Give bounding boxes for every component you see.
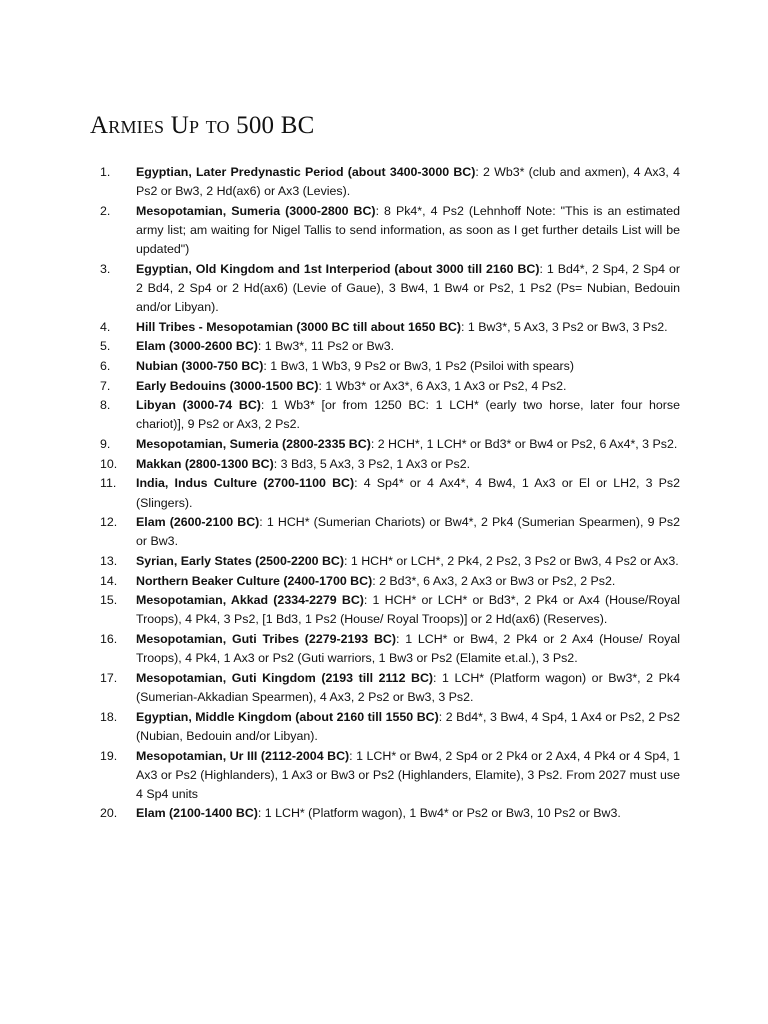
army-composition: : 1 LCH* or Bw4, 2 Sp4 or 2 Pk4 or 2 Ax4, 4 Pk4 or 4 Sp4, 1 Ax3 or Ps2 (Highlanders), 1 Ax3 or Bw3 or Ps2 (Highlanders, Elamite), 3 Ps2. From 2027 must use 4 Sp4 units [136, 748, 680, 801]
army-composition: : 2 Bd3*, 6 Ax3, 2 Ax3 or Bw3 or Ps2, 2 Ps2. [372, 573, 616, 588]
list-item-number: 15. [100, 593, 118, 608]
list-item-number: 9. [100, 437, 111, 452]
list-item-number: 3. [100, 261, 111, 276]
army-list-item [0, 202, 768, 259]
page-title: Armies Up to 500 BC [90, 112, 315, 139]
army-list-item [0, 804, 768, 823]
list-item-number: 7. [100, 378, 111, 393]
army-composition: : 1 Bw3, 1 Wb3, 9 Ps2 or Bw3, 1 Ps2 (Psiloi with spears) [263, 358, 574, 373]
list-item-text [136, 474, 680, 512]
army-name: Mesopotamian, Akkad (2334-2279 BC) [136, 593, 364, 608]
list-item-text [136, 455, 680, 474]
army-composition: : 4 Sp4* or 4 Ax4*, 4 Bw4, 1 Ax3 or El or LH2, 3 Ps2 (Slingers). [136, 476, 680, 510]
army-list-item [0, 260, 768, 317]
list-item-text [136, 377, 680, 396]
army-composition: : 2 Wb3* (club and axmen), 4 Ax3, 4 Ps2 or Bw3, 2 Hd(ax6) or Ax3 (Levies). [136, 165, 680, 199]
list-item-text [136, 202, 680, 259]
army-name: Mesopotamian, Guti Kingdom (2193 till 2112 BC) [136, 670, 434, 685]
army-composition: : 8 Pk4*, 4 Ps2 (Lehnhoff Note: "This is an estimated army list; am waiting for Nigel Tallis to send information, as soon as I get further details List will be updated") [136, 203, 680, 256]
army-list-item [0, 357, 768, 376]
army-name: Mesopotamian, Guti Tribes (2279-2193 BC) [136, 632, 396, 647]
army-name: Mesopotamian, Sumeria (3000-2800 BC) [136, 203, 376, 218]
army-composition: : 1 Bd4*, 2 Sp4, 2 Sp4 or 2 Bd4, 2 Sp4 or 2 Hd(ax6) (Levie of Gaue), 3 Bw4, 1 Bw4 or Ps2, 1 Ps2 (Ps= Nubian, Bedouin and/or Libyan). [136, 261, 681, 314]
army-name: Mesopotamian, Sumeria (2800-2335 BC) [136, 437, 371, 452]
army-name: Northern Beaker Culture (2400-1700 BC) [136, 573, 373, 588]
army-name: Egyptian, Old Kingdom and 1st Interperiod (about 3000 till 2160 BC) [136, 261, 540, 276]
army-name: Early Bedouins (3000-1500 BC) [136, 378, 319, 393]
army-list-item [0, 337, 768, 356]
list-item-text [136, 513, 680, 551]
list-item-number: 16. [100, 632, 118, 647]
army-composition: : 1 HCH* (Sumerian Chariots) or Bw4*, 2 Pk4 (Sumerian Spearmen), 9 Ps2 or Bw3. [136, 515, 680, 549]
list-item-number: 6. [100, 358, 111, 373]
list-item-number: 2. [100, 203, 111, 218]
list-item-text [136, 318, 680, 337]
army-name: Syrian, Early States (2500-2200 BC) [136, 554, 344, 568]
list-item-text [136, 163, 680, 201]
army-list-item [0, 435, 768, 454]
army-list-item [0, 591, 768, 629]
army-composition: : 1 LCH* (Platform wagon) or Bw3*, 2 Pk4 (Sumerian-Akkadian Spearmen), 4 Ax3, 2 Ps2 or Bw3, 3 Ps2. [136, 670, 680, 705]
list-item-number: 17. [100, 670, 118, 685]
army-list-item [0, 513, 768, 551]
army-name: Elam (3000-2600 BC) [136, 339, 258, 354]
army-composition: : 1 Wb3* [or from 1250 BC: 1 LCH* (early two horse, later four horse chariot)], 9 Ps2 or Ax3, 2 Ps2. [136, 398, 680, 432]
list-item-text [136, 572, 680, 591]
army-list-item [0, 747, 768, 804]
army-composition: : 1 HCH* or LCH* or Bd3*, 2 Pk4 or Ax4 (House/Royal Troops), 4 Pk4, 3 Ps2, [1 Bd3, 1 Ps2 (House/ Royal Troops)] or 2 Hd(ax6) (Reserves). [136, 593, 681, 627]
army-name: Nubian (3000-750 BC) [136, 358, 264, 373]
army-list-item [0, 708, 768, 746]
list-item-text [136, 552, 680, 571]
list-item-text [136, 357, 680, 376]
army-composition: : 1 Bw3*, 5 Ax3, 3 Ps2 or Bw3, 3 Ps2. [460, 319, 668, 334]
army-list-item [0, 318, 768, 337]
list-item-text [136, 804, 680, 823]
list-item-number: 5. [100, 339, 111, 354]
list-item-text [136, 747, 680, 804]
army-list-item [0, 552, 768, 571]
list-item-number: 11. [100, 476, 117, 491]
army-list [0, 163, 768, 824]
army-name: India, Indus Culture (2700-1100 BC) [136, 476, 355, 491]
list-item-text [136, 337, 680, 356]
army-composition: : 3 Bd3, 5 Ax3, 3 Ps2, 1 Ax3 or Ps2. [273, 456, 471, 471]
army-list-item [0, 474, 768, 512]
army-name: Egyptian, Middle Kingdom (about 2160 till 1550 BC) [136, 709, 439, 724]
army-list-item [0, 669, 768, 707]
list-item-number: 4. [100, 319, 111, 334]
army-composition: : 1 Wb3* or Ax3*, 6 Ax3, 1 Ax3 or Ps2, 4 Ps2. [318, 378, 567, 393]
army-composition: : 2 HCH*, 1 LCH* or Bd3* or Bw4 or Ps2, 6 Ax4*, 3 Ps2. [370, 437, 678, 452]
army-composition: : 1 Bw3*, 11 Ps2 or Bw3. [257, 339, 395, 354]
list-item-number: 20. [100, 806, 118, 821]
army-list-item [0, 572, 768, 591]
list-item-text [136, 630, 680, 668]
list-item-text [136, 260, 680, 317]
army-name: Elam (2100-1400 BC) [136, 806, 258, 821]
list-item-number: 18. [100, 709, 118, 724]
army-list-item [0, 396, 768, 434]
list-item-text [136, 435, 680, 454]
list-item-number: 14. [100, 573, 118, 588]
list-item-number: 19. [100, 748, 118, 763]
army-name: Mesopotamian, Ur III (2112-2004 BC) [136, 748, 350, 763]
army-name: Egyptian, Later Predynastic Period (about 3400-3000 BC) [136, 165, 476, 179]
list-item-number: 13. [100, 554, 118, 568]
list-item-number: 12. [100, 515, 118, 530]
army-list-item [0, 630, 768, 668]
list-item-text [136, 591, 680, 629]
army-name: Makkan (2800-1300 BC) [136, 456, 274, 471]
army-name: Elam (2600-2100 BC) [136, 515, 260, 530]
army-composition: : 1 HCH* or LCH*, 2 Pk4, 2 Ps2, 3 Ps2 or Bw3, 4 Ps2 or Ax3. [344, 554, 679, 568]
list-item-number: 10. [100, 456, 118, 471]
army-list-item [0, 377, 768, 396]
army-name: Libyan (3000-74 BC) [136, 398, 261, 413]
list-item-number: 1. [100, 165, 111, 179]
list-item-text [136, 669, 680, 707]
list-item-text [136, 708, 680, 746]
army-name: Hill Tribes - Mesopotamian (3000 BC till about 1650 BC) [136, 319, 461, 334]
army-composition: : 1 LCH* or Bw4, 2 Pk4 or 2 Ax4 (House/ Royal Troops), 4 Pk4, 1 Ax3 or Ps2 (Guti warriors, 1 Bw3 or Ps2 (Elamite et.al.), 3 Ps2. [136, 632, 680, 666]
list-item-text [136, 396, 680, 434]
army-list-item [0, 455, 768, 474]
army-composition: : 1 LCH* (Platform wagon), 1 Bw4* or Ps2 or Bw3, 10 Ps2 or Bw3. [257, 806, 621, 821]
army-list-item [0, 163, 768, 201]
list-item-number: 8. [100, 398, 111, 413]
army-composition: : 2 Bd4*, 3 Bw4, 4 Sp4, 1 Ax4 or Ps2, 2 Ps2 (Nubian, Bedouin and/or Libyan). [136, 709, 681, 743]
